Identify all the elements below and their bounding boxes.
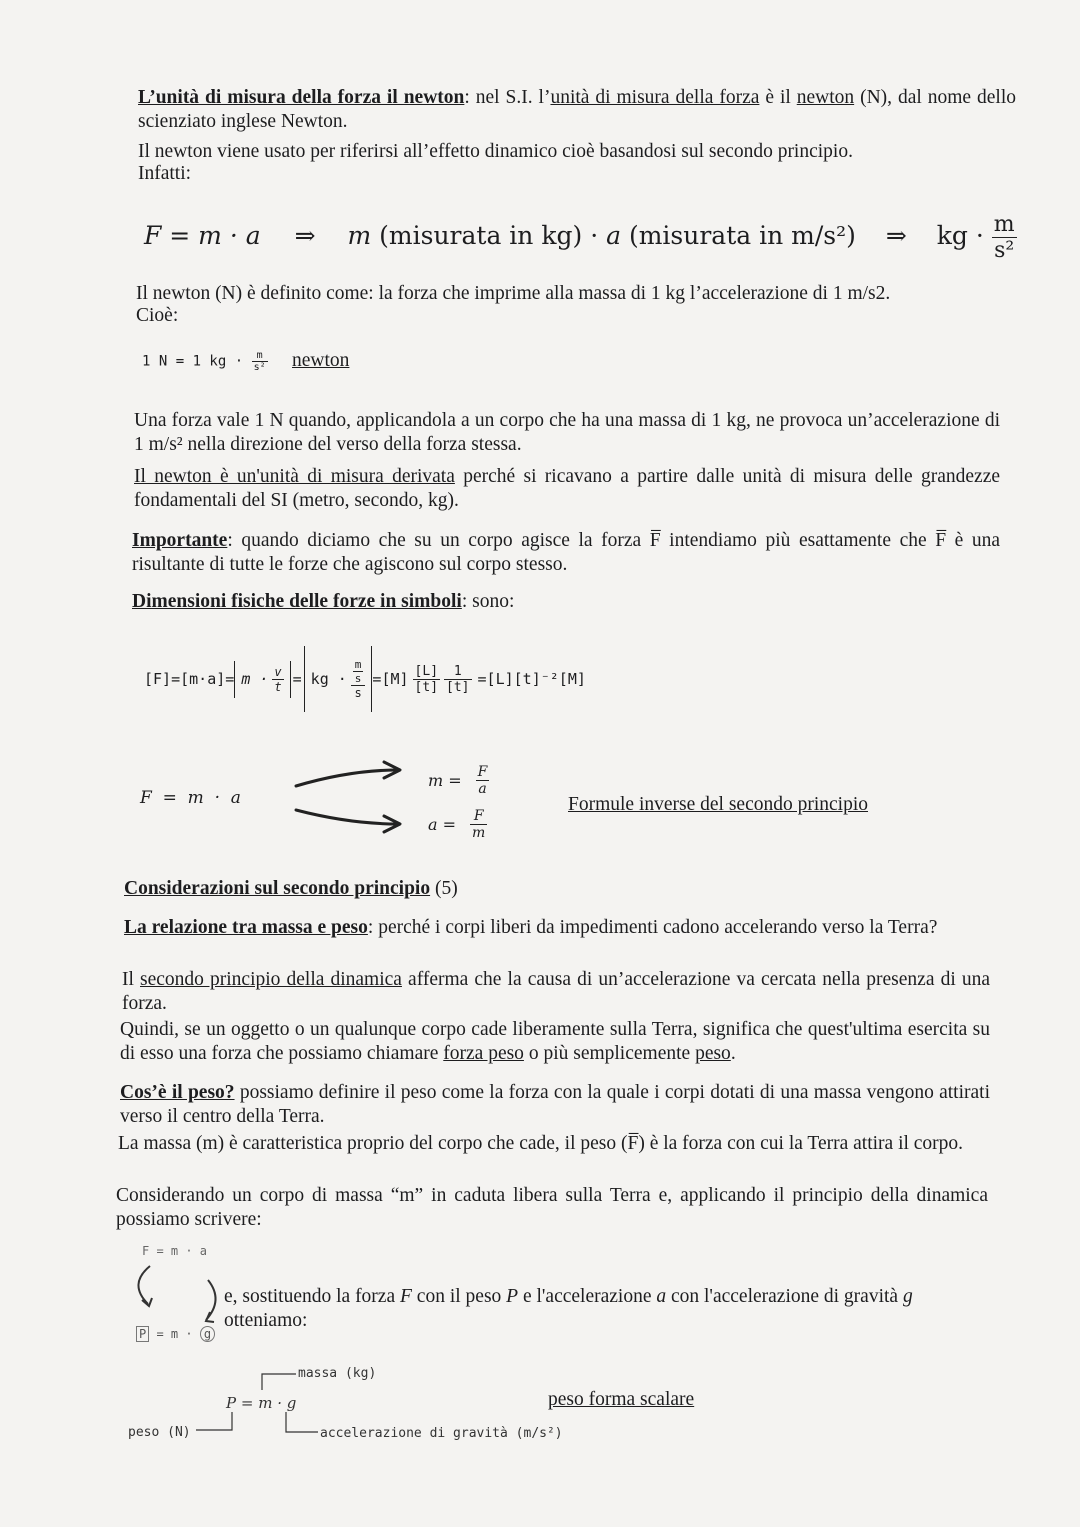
paragraph-importante: Importante: quando diciamo che su un corpo agisce la forza F̅ intendiamo più esattamente che F̅ è una risultante di tutte le forze che agiscono sul corpo stesso. [132, 530, 1000, 575]
paragraph-newton-usage: Il newton viene usato per riferirsi all’effetto dinamico cioè basandosi sul secondo principio. [138, 141, 853, 162]
formula-weight: P = m · g [226, 1394, 297, 1412]
bracket-right-icon [206, 1280, 216, 1320]
formula-unit-newton: 1 N = 1 kg · $\frac{m}{\text{s²}}$ [142, 350, 266, 373]
label-inverse-formulas: Formule inverse del secondo principio [568, 794, 869, 815]
label-accelerazione: accelerazione di gravità (m/s²) [320, 1426, 563, 1441]
paragraph-second-principle: Il secondo principio della dinamica afferma che la causa di un’accelerazione va cercata nella presenza di una forza. [122, 969, 990, 1014]
paragraph-sostituzione: e, sostituendo la forza F con il peso P e l'accelerazione a con l'accelerazione di gravità g otteniamo: [224, 1286, 913, 1331]
paragraph-derived-unit: Il newton è un'unità di misura derivata perché si ricavano a partire dalle unità di misura delle grandezze fondamentali del SI (metro, secondo, kg). [134, 466, 1000, 511]
label-newton: newton [292, 350, 350, 371]
label-massa: massa (kg) [298, 1366, 377, 1381]
paragraph-one-newton: Una forza vale 1 N quando, applicandola a un corpo che ha una massa di 1 kg, ne provoca un’accelerazione di 1 m/s² nella direzione del verso della forza stessa. [134, 410, 1000, 455]
formula-inverse-mass: m = $\frac{F}{a}$ [428, 764, 488, 797]
label-peso: peso (N) [128, 1425, 191, 1440]
leader-accelerazione [286, 1412, 318, 1432]
paragraph-newton-unit: L’unità di misura della forza il newton: nel S.I. l’unità di misura della forza è il newton (N), dal nome dello scienziato inglese Newton. [138, 87, 1016, 132]
leader-peso [196, 1412, 232, 1430]
paragraph-massa-caratteristica: La massa (m) è caratteristica proprio del corpo che cade, il peso (F̅) è la forza con cui la Terra attira il corpo. [118, 1133, 964, 1154]
formula-dimensions: [F]=[m·a]= m · $\frac{v}{t}$ = kg · $\frac{\frac{m}{s}}{s}$ =[M] $\frac{[L]}{[t]}$ $\frac{1}{[t]}$ =[L][t]⁻²[M] [144, 646, 586, 712]
paragraph-cos-e-il-peso: Cos’è il peso? possiamo definire il peso come la forza con la quale i corpi dotati di una massa vengono attirati verso il centro della Terra. [120, 1082, 990, 1127]
heading-dimensioni: Dimensioni fisiche delle forze in simboli: sono: [132, 591, 515, 612]
formula-inverse-acceleration: a = $\frac{F}{m}$ [428, 808, 486, 841]
formula-second-principle: F = m · a [140, 788, 241, 808]
formula-force-units: F = m · a ⇒ m (misurata in kg) · a (misurata in m/s²) ⇒ kg · $\frac{m}{\text{s²}}$ [144, 212, 1015, 263]
paragraph-forza-peso: Quindi, se un oggetto o un qualunque corpo cade liberamente sulla Terra, significa che quest'ultima esercita su di esso una forza che possiamo chiamare forza peso o più semplicemente peso. [120, 1019, 990, 1064]
arrow-to-accel-formula [296, 810, 398, 824]
heading-newton-unit: L’unità di misura della forza il newton [138, 87, 465, 108]
paragraph-newton-definition: Il newton (N) è definito come: la forza che imprime alla massa di 1 kg l’accelerazione di 1 m/s2. [136, 283, 891, 304]
bracket-left-icon [138, 1266, 150, 1304]
label-peso-forma-scalare: peso forma scalare [548, 1389, 695, 1410]
heading-considerazioni: Considerazioni sul secondo principio (5) [124, 878, 458, 899]
paragraph-caduta-libera: Considerando un corpo di massa “m” in caduta libera sulla Terra e, applicando il principio della dinamica possiamo scrivere: [116, 1185, 988, 1230]
text-cioe: Cioè: [136, 305, 179, 326]
text-infatti: Infatti: [138, 163, 192, 184]
leader-massa [262, 1374, 296, 1390]
paragraph-massa-peso: La relazione tra massa e peso: perché i corpi liberi da impedimenti cadono accelerando verso la Terra? [124, 917, 938, 938]
diagram-formula-top: F = m · a [142, 1244, 208, 1258]
diagram-formula-bottom: P = m · g [136, 1327, 215, 1341]
